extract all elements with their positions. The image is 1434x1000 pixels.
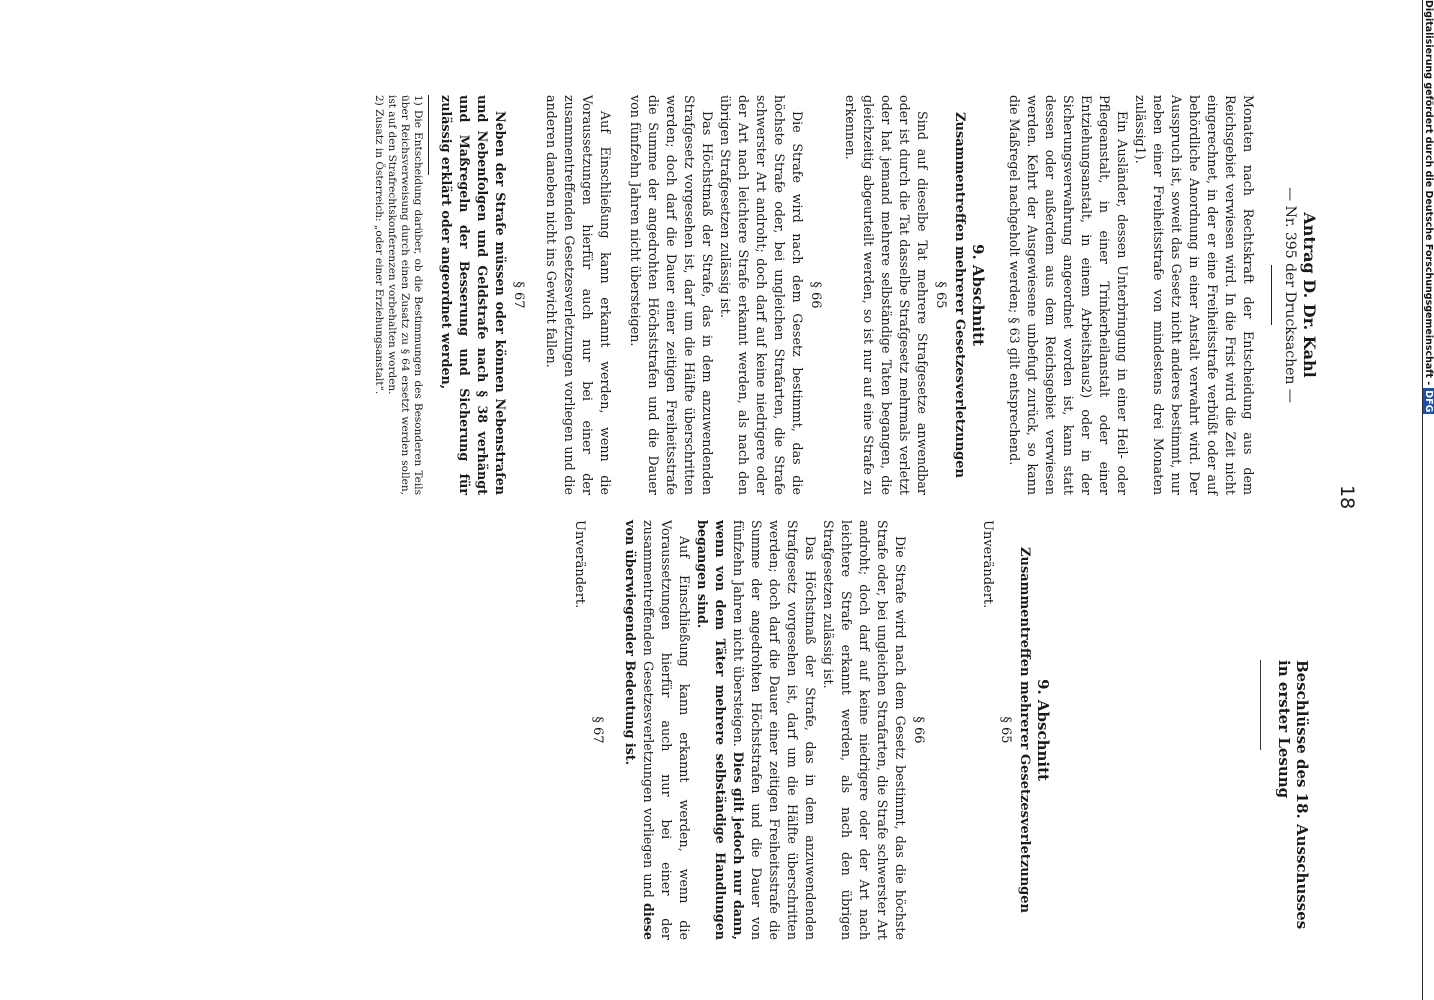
intro-paragraph-1: Monaten nach Rechtskraft der Entscheidung aus dem Reichsgebiet verwiesen wird. In die Frist wird die Zeit nicht eingerechnet, in der er eine Freiheitsstrafe verbüßt oder auf behördliche Anordnung in einer Anstalt verwahrt wird. Der Ausspruch ist, soweit das Gesetz nicht anderes bestimmt, nur neben einer Freiheitsstrafe von mindestens drei Monaten zulässig1).: [1133, 95, 1256, 495]
footnote-1: 1) Die Entscheidung darüber, ob die Bestimmungen des Besonderen Teils über Reichsverweisung durch einen Zusatz zu § 64 ersetzt werden sollen, ist auf den Strafrechtskonferenzen vorbehalten worden.: [386, 95, 424, 495]
paragraph-66-label: § 66: [808, 281, 823, 309]
section-subtitle: Zusammentreffen mehrerer Gesetzesverletzungen: [952, 112, 967, 478]
right-column: [570, 520, 1319, 940]
paragraph-66-text-2: Das Höchstmaß der Strafe, das in dem anzuwendenden Strafgesetz vorgesehen ist, darf um die Hälfte überschritten werden; doch darf die Dauer einer zeitigen Freiheitsstrafe die Summe der angedrohten Höchststrafen und die Dauer von fünfzehn Jahren nicht übersteigen.: [628, 95, 715, 495]
right-paragraph-66-label: § 66: [911, 716, 926, 744]
right-paragraph-65-text: Unverändert.: [980, 520, 995, 609]
left-column: [372, 95, 1319, 495]
dfg-logo: DFG: [1423, 390, 1434, 413]
right-paragraph-66-text-2: [693, 520, 819, 940]
right-paragraph-66-text-3a: Auf Einschließung kann erkannt werden, wenn die Voraussetzungen hierfür auch nur bei einer der zusammentreffenden Gesetzesverletzungen vorliegen und: [641, 520, 692, 940]
left-subtitle: — Nr. 395 der Drucksachen —: [1282, 187, 1298, 403]
right-paragraph-66-text-2a: Das Höchstmaß der Strafe, das in dem anzuwendenden Strafgesetz vorgesehen ist, darf um die Hälfte überschritten werden; doch darf die Dauer einer zeitigen Freiheitsstrafe die Summe der angedrohten Höchststrafen und die Dauer von fünfzehn Jahren nicht übersteigen.: [731, 520, 818, 940]
title-rule: [1271, 265, 1272, 325]
footnote-2: 2) Zusatz in Österreich: „oder einer Erziehungsanstalt“.: [373, 95, 385, 395]
paragraph-65-text: Sind auf dieselbe Tat mehrere Strafgesetze anwendbar oder ist durch die Tat dasselbe Strafgesetz mehrmals verletzt oder hat jemand mehrere selbständige Taten begangen, die gleichzeitig abgeurteilt werden, so ist nur auf eine Strafe zu erkennen.: [843, 95, 930, 495]
right-paragraph-66-text-1: Die Strafe wird nach dem Gesetz bestimmt, das die höchste Strafe oder, bei ungleichen Strafarten, die Strafe schwerster Art androht; doch darf auf keine niedrigere oder der Art nach leichtere Strafe erkannt werden, als nach den übrigen Strafgesetzen zulässig ist.: [821, 520, 908, 940]
right-paragraph-65-label: § 65: [998, 716, 1013, 744]
paragraph-66-text-1: Die Strafe wird nach dem Gesetz bestimmt, das die höchste Strafe oder, bei ungleichen Strafarten, die Strafe schwerster Art androht; doch darf auf keine niedrigere oder der Art nach leichtere Strafe erkannt werden, als nach den übrigen Strafgesetzen zulässig ist.: [718, 95, 805, 495]
right-paragraph-66-text-2b: Dies gilt jedoch nur dann, wenn von dem Täter mehrere selbständige Handlungen begangen sind.: [695, 520, 746, 940]
right-section-subtitle: Zusammentreffen mehrerer Gesetzesverletzungen: [1017, 547, 1032, 913]
footnote-rule: [428, 95, 429, 175]
page-number: 18: [1336, 485, 1358, 510]
credit-text: Digitalisierung gefördert durch die Deutsche Forschungsgemeinschaft -: [1423, 0, 1434, 386]
paragraph-66-text-3: Auf Einschließung kann erkannt werden, wenn die Voraussetzungen hierfür auch nur bei einer der zusammentreffenden Gesetzesverletzungen vorliegen und die anderen daneben nicht ins Gewicht fallen.: [544, 95, 613, 495]
right-paragraph-67-text: Unverändert.: [572, 520, 587, 609]
section-title: 9. Abschnitt: [969, 244, 987, 346]
right-paragraph-67-label: § 67: [590, 716, 605, 744]
right-paragraph-66-text-3b: diese von überwiegender Bedeutung ist.: [623, 520, 656, 940]
intro-paragraph-2: Ein Ausländer, dessen Unterbringung in einer Heil- oder Pflegeanstalt, in einer Trinkerheilanstalt oder einer Entziehungsanstalt, in einem Arbeitshaus2) oder in der Sicherungsverwahrung angeordnet worden ist, kann statt dessen oder außerdem aus dem Reichsgebiet verwiesen werden. Kehrt der Ausgewiesene unbefugt zurück, so kann die Maßregel nachgeholt werden; § 63 gilt entsprechend.: [1007, 95, 1130, 495]
right-title-rule: [1260, 660, 1261, 750]
right-section-title: 9. Abschnitt: [1034, 679, 1052, 781]
right-paragraph-66-text-3: [621, 520, 693, 940]
right-title: Beschlüsse des 18. Ausschusses in erster Lesung: [1275, 660, 1311, 930]
paragraph-67-text: Neben der Strafe müssen oder können Nebenstrafen und Nebenfolgen und Geldstrafe nach § 38 verhängt und Maßregeln der Besserung und Sicherung für zulässig erklärt oder angeordnet werden,: [439, 95, 508, 495]
paragraph-67-label: § 67: [511, 281, 526, 309]
paragraph-65-label: § 65: [933, 281, 948, 309]
left-title: Antrag D. Dr. Kahl: [1300, 212, 1319, 378]
